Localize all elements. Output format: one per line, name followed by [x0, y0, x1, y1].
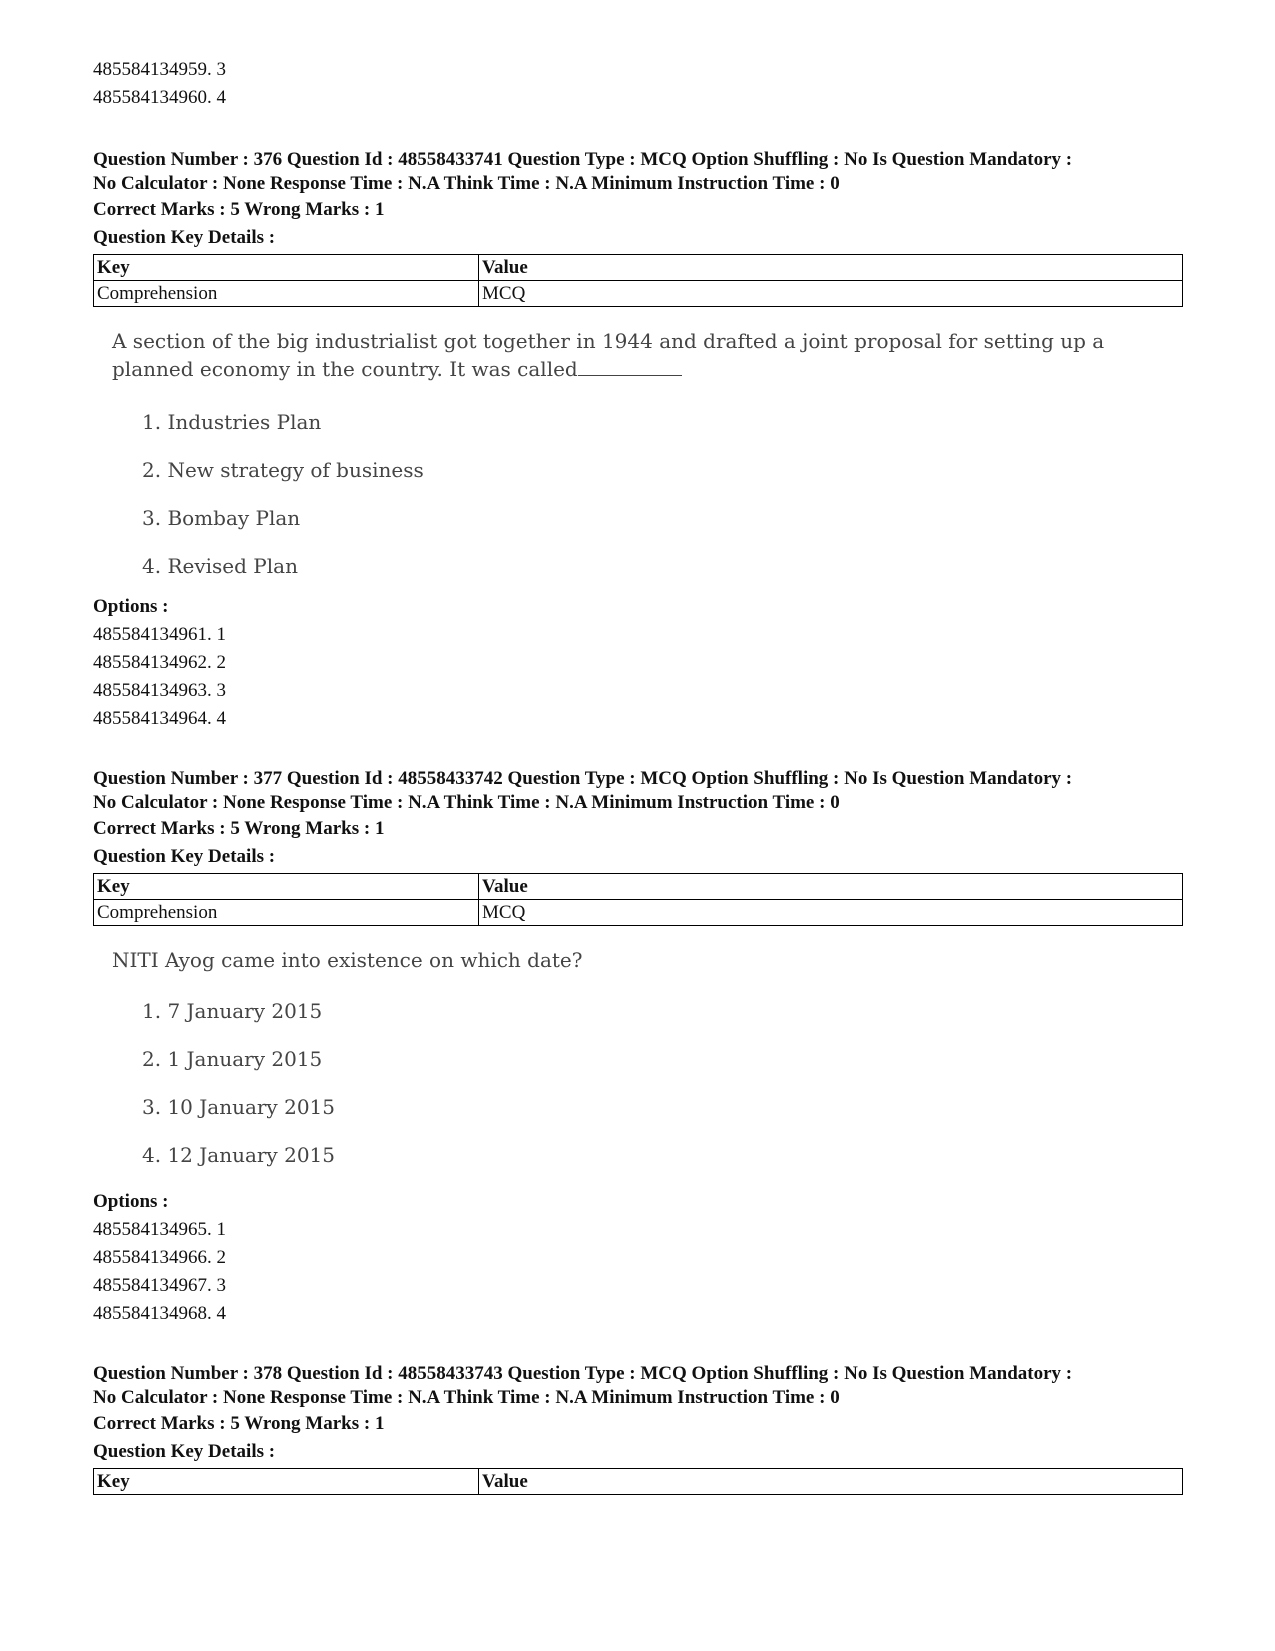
- question-header-line-1: Question Number : 377 Question Id : 48558433742 Question Type : MCQ Option Shuffling : No Is Question Mandatory :: [93, 768, 1073, 789]
- table-header-row: [94, 1469, 1183, 1495]
- question-block-377: [93, 767, 1183, 1328]
- table-cell-value: MCQ: [479, 900, 1183, 926]
- table-row: [94, 281, 1183, 307]
- key-details-label: Question Key Details :: [93, 1441, 276, 1462]
- key-details-table: [93, 254, 1183, 307]
- choice-item: 4. 12 January 2015: [142, 1143, 335, 1167]
- question-header: [93, 767, 1183, 815]
- option-line: 485584134961. 1: [93, 624, 226, 645]
- choice-item: 1. Industries Plan: [142, 410, 322, 434]
- question-text: NITI Ayog came into existence on which date?: [112, 948, 583, 972]
- choice-item: 1. 7 January 2015: [142, 999, 323, 1023]
- question-header-line-1: Question Number : 376 Question Id : 48558433741 Question Type : MCQ Option Shuffling : No Is Question Mandatory :: [93, 149, 1073, 170]
- choice-item: 3. 10 January 2015: [142, 1095, 335, 1119]
- top-options: [93, 56, 1183, 112]
- question-block-378: [93, 1362, 1183, 1495]
- key-details-table: [93, 1468, 1183, 1495]
- table-header-row: [94, 255, 1183, 281]
- key-details-label: Question Key Details :: [93, 227, 276, 248]
- question-header: [93, 148, 1183, 196]
- marks-line: Correct Marks : 5 Wrong Marks : 1: [93, 199, 385, 220]
- question-header-line-2: No Calculator : None Response Time : N.A Think Time : N.A Minimum Instruction Time : 0: [93, 173, 840, 194]
- table-header-key: Key: [94, 255, 479, 281]
- options-label: Options :: [93, 1191, 169, 1212]
- option-line: 485584134968. 4: [93, 1303, 226, 1324]
- table-header-key: Key: [94, 874, 479, 900]
- marks-line: Correct Marks : 5 Wrong Marks : 1: [93, 1413, 385, 1434]
- option-line: 485584134960. 4: [93, 87, 226, 108]
- choice-item: 2. 1 January 2015: [142, 1047, 323, 1071]
- choice-item: 2. New strategy of business: [142, 458, 424, 482]
- document-page: [93, 56, 1183, 1495]
- option-line: 485584134962. 2: [93, 652, 226, 673]
- option-line: 485584134965. 1: [93, 1219, 226, 1240]
- question-block-376: [93, 148, 1183, 733]
- question-text: [112, 327, 1112, 383]
- table-cell-key: Comprehension: [94, 900, 479, 926]
- key-details-label: Question Key Details :: [93, 846, 276, 867]
- option-line: 485584134967. 3: [93, 1275, 226, 1296]
- question-header-line-1: Question Number : 378 Question Id : 48558433743 Question Type : MCQ Option Shuffling : No Is Question Mandatory :: [93, 1363, 1073, 1384]
- question-header-line-2: No Calculator : None Response Time : N.A Think Time : N.A Minimum Instruction Time : 0: [93, 1387, 840, 1408]
- table-row: [94, 900, 1183, 926]
- table-header-key: Key: [94, 1469, 479, 1495]
- option-line: 485584134963. 3: [93, 680, 226, 701]
- key-details-table: [93, 873, 1183, 926]
- question-header-line-2: No Calculator : None Response Time : N.A Think Time : N.A Minimum Instruction Time : 0: [93, 792, 840, 813]
- table-cell-key: Comprehension: [94, 281, 479, 307]
- table-header-row: [94, 874, 1183, 900]
- option-line: 485584134959. 3: [93, 59, 226, 80]
- question-header: [93, 1362, 1183, 1410]
- question-content: [93, 946, 1183, 1168]
- table-header-value: Value: [479, 255, 1183, 281]
- choice-item: 3. Bombay Plan: [142, 506, 301, 530]
- option-line: 485584134964. 4: [93, 708, 226, 729]
- table-cell-value: MCQ: [479, 281, 1183, 307]
- table-header-value: Value: [479, 1469, 1183, 1495]
- table-header-value: Value: [479, 874, 1183, 900]
- marks-line: Correct Marks : 5 Wrong Marks : 1: [93, 818, 385, 839]
- choice-item: 4. Revised Plan: [142, 554, 298, 578]
- question-content: [93, 327, 1183, 579]
- options-label: Options :: [93, 596, 169, 617]
- option-line: 485584134966. 2: [93, 1247, 226, 1268]
- question-text-body: A section of the big industrialist got together in 1944 and drafted a joint proposal for setting up a planned economy in the country. It was called: [112, 329, 1105, 381]
- answer-blank: [578, 357, 682, 376]
